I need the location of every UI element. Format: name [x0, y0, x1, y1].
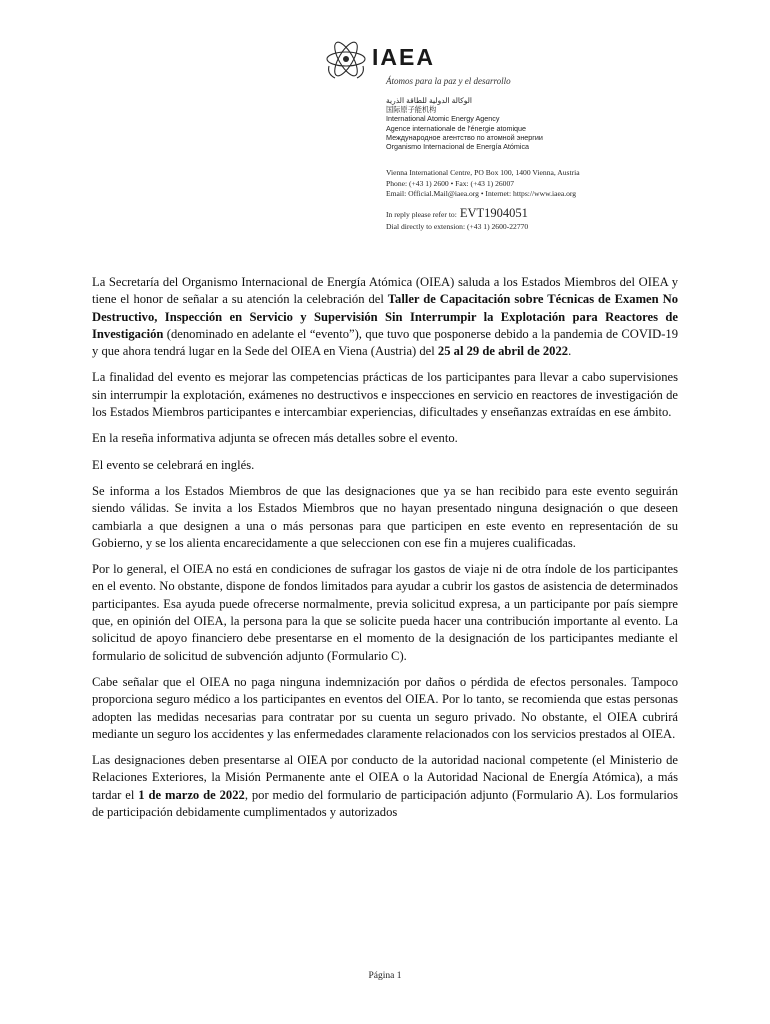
reply-label: In reply please refer to: — [386, 210, 457, 219]
paragraph-2: La finalidad del evento es mejorar las competencias prácticas de los participantes para llevar a cabo supervisiones sin interrumpir la explotación, exámenes no destructivos e inspecciones en servicio en reactores de investigación de los Estados Miembros participantes e intercambiar experiencias, dificultades y enseñanzas extraídas en ese ámbito. — [92, 370, 678, 420]
motto: Átomos para la paz y el desarrollo — [386, 76, 511, 86]
paragraph-7: Cabe señalar que el OIEA no paga ninguna indemnización por daños o pérdida de efectos personales. Tampoco proporciona seguro médico a los participantes en eventos del OIEA. Por lo tanto, se recomienda que estas personas adopten las medidas necesarias para contratar por su cuenta un seguro privado. No obstante, el OIEA cubrirá mediante un seguro los accidentes y las enfermedades claramente relacionados con los servicios prestados al OIEA. — [92, 674, 678, 741]
reply-reference — [386, 206, 528, 221]
org-name-spanish: Organismo Internacional de Energía Atómica — [386, 142, 530, 152]
org-name-chinese: 国际原子能机构 — [386, 105, 437, 115]
page-number: Página 1 — [368, 971, 402, 981]
paragraph-1: La Secretaría del Organismo Internacional de Energía Atómica (OIEA) saluda a los Estados Miembros del OIEA y tiene el honor de señalar a su atención la celebración del Taller de Capacitación sobre Técnicas de Examen No Destructivo, Inspección en Servicio y Supervisión Sin Interrumpir la Explotación para Reactores de Investigación (denominado en adelante el “evento”), que tuvo que posponerse debido a la pandemia de COVID-19 y que ahora tendrá lugar en la Sede del OIEA en Viena (Austria) del 25 al 29 de abril de 2022. — [92, 275, 678, 359]
paragraph-5: Se informa a los Estados Miembros de que las designaciones que ya se han recibido para este evento seguirán siendo válidas. Se invita a los Estados Miembros que no hayan presentado ninguna designación o que deseen cambiarla a que designen a una o más personas para que participen en este evento en representación de su Gobierno, y se los alienta encarecidamente a que seleccionen con ese fin a mujeres cualificadas. — [92, 483, 678, 550]
letter-body — [92, 274, 678, 830]
org-name-french: Agence internationale de l'énergie atomique — [386, 123, 527, 133]
iaea-logo-icon — [323, 36, 369, 82]
paragraph-4: El evento se celebrará en inglés. — [92, 457, 255, 472]
phone: Phone: (+43 1) 2600 • Fax: (+43 1) 26007 — [386, 178, 515, 188]
paragraph-6: Por lo general, el OIEA no está en condiciones de sufragar los gastos de viaje ni de otra índole de los participantes en el evento. No obstante, dispone de fondos limitados para ayudar a cubrir los gastos de asistencia de determinados participantes. Esa ayuda puede ofrecerse normalmente, previa solicitud expresa, a un participante por país siempre que, en opinión del OIEA, la persona para la que se solicite pueda hacer una contribución importante al evento. La solicitud de apoyo financiero debe presentarse en el momento de la designación de los participantes mediante el formulario de solicitud de subvención adjunto (Formulario C). — [92, 562, 678, 663]
paragraph-3: En la reseña informativa adjunta se ofrecen más detalles sobre el evento. — [92, 431, 458, 446]
org-names — [386, 96, 543, 151]
org-name-russian: Международное агентство по атомной энергии — [386, 132, 543, 142]
paragraph-8: Las designaciones deben presentarse al OIEA por conducto de la autoridad nacional competente (el Ministerio de Relaciones Exteriores, la Misión Permanente ante el OIEA o la Autoridad Nacional de Energía Atómica), a más tardar el 1 de marzo de 2022, por medio del formulario de participación adjunto (Formulario A). Los formularios de participación debidamente cumplimentados y autorizados — [92, 753, 679, 820]
dial-extension: Dial directly to extension: (+43 1) 2600-22770 — [386, 222, 529, 231]
org-abbrev: IAEA — [372, 44, 435, 70]
address: Vienna International Centre, PO Box 100, 1400 Vienna, Austria — [386, 168, 580, 177]
email: Email: Official.Mail@iaea.org • Internet: https://www.iaea.org — [386, 189, 577, 198]
org-name-english: International Atomic Energy Agency — [386, 114, 500, 124]
org-name-arabic: الوكالة الدولية للطاقة الذرية — [386, 96, 473, 105]
reference-number: EVT1904051 — [459, 206, 528, 220]
contact-block — [386, 168, 580, 200]
